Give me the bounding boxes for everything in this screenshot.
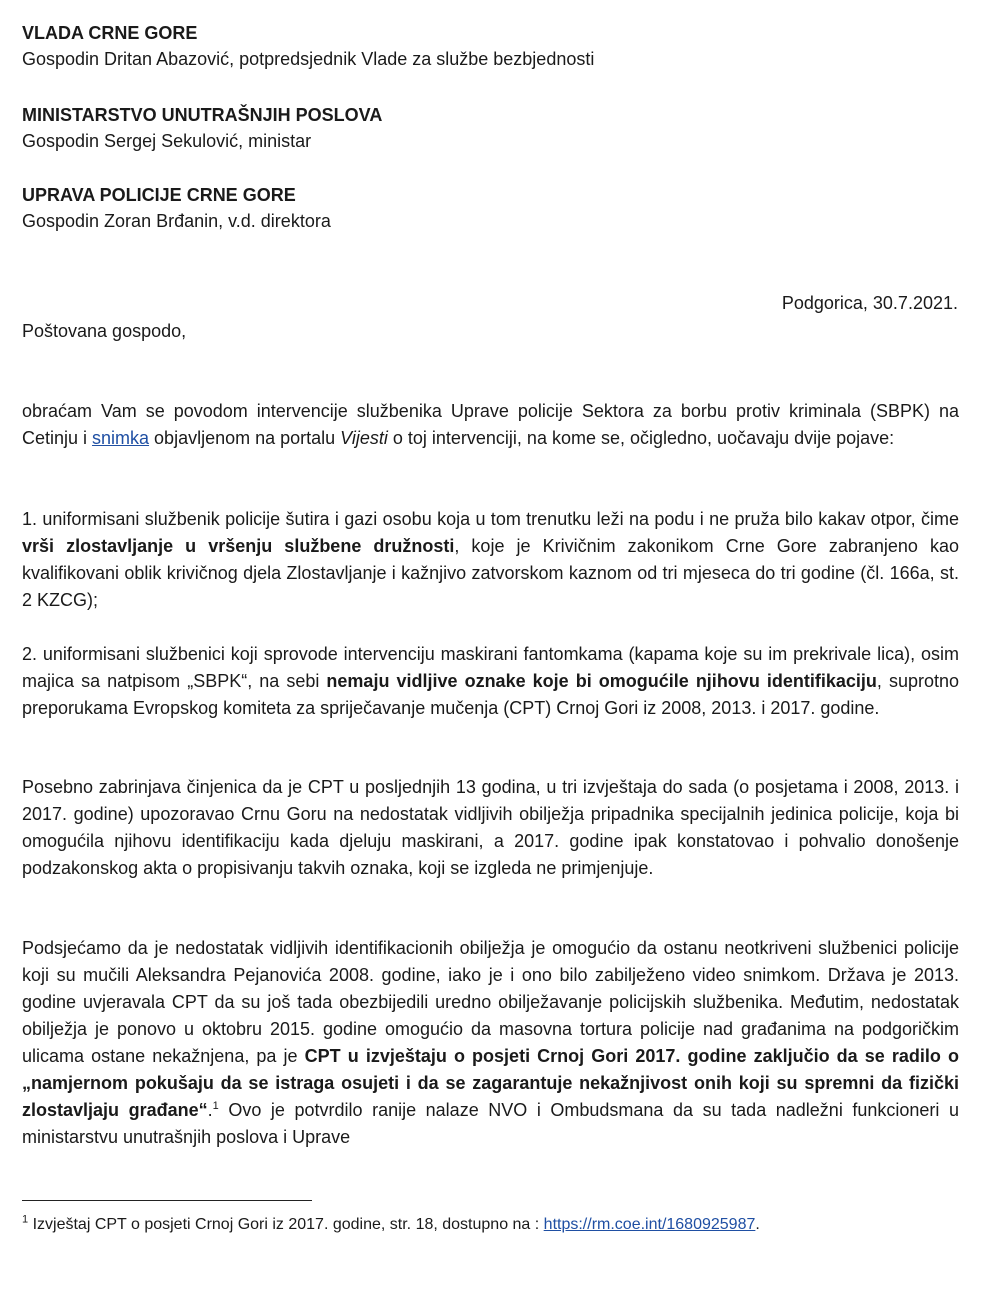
text-run: 1. uniformisani službenik policije šutira i gazi osobu koja u tom trenutku leži na podu i ne pruža bilo kakav otpor, čime xyxy=(22,509,959,529)
paragraph-cpt-concern: Posebno zabrinjava činjenica da je CPT u posljednjih 13 godina, u tri izvještaja do sada (o posjetama i 2008, 2013. i 2017. godine) upozoravao Crnu Goru na nedostatak vidljivih obilježja pripadnika specijalnih jedinica policije, koja bi omogućila njihovu identifikaciju kada djeluju maskirani, a 2017. godine ipak konstatovao i pohvalio donošenje podzakonskog akta o propisivanju takvih oznaka, koji se izgleda ne primjenjuje. xyxy=(22,777,959,878)
recipient-org: VLADA CRNE GORE xyxy=(22,23,198,43)
text-run: obraćam Vam se povodom intervencije službenika Uprave policije Sektora za borbu protiv kriminala (SBPK) na Cetinju i xyxy=(22,401,959,448)
recipient-org: MINISTARSTVO UNUTRAŠNJIH POSLOVA xyxy=(22,105,383,125)
text-run: o toj intervenciji, na kome se, očigledno, uočavaju dvije pojave: xyxy=(387,428,895,448)
recipient-person: Gospodin Zoran Brđanin, v.d. direktora xyxy=(22,211,331,231)
recipient-block-government xyxy=(22,20,594,72)
snimka-link[interactable]: snimka xyxy=(92,428,150,448)
text-run: objavljenom na portalu xyxy=(149,428,341,448)
footnote-ref: 1 xyxy=(212,1100,219,1112)
recipient-block-ministry xyxy=(22,102,382,154)
footnote xyxy=(22,1214,760,1236)
paragraph-history xyxy=(22,935,959,1151)
recipient-org: UPRAVA POLICIJE CRNE GORE xyxy=(22,185,296,205)
paragraph-intro xyxy=(22,398,959,452)
greeting: Poštovana gospodo, xyxy=(22,321,187,341)
paragraph-point-2 xyxy=(22,641,959,722)
text-run: . xyxy=(207,1100,213,1120)
recipient-person: Gospodin Sergej Sekulović, ministar xyxy=(22,131,312,151)
recipient-person: Gospodin Dritan Abazović, potpredsjednik Vlade za službe bezbjednosti xyxy=(22,49,595,69)
text-run: 2. uniformisani službenici koji sprovode intervenciju maskirani fantomkama (kapama koje su im prekrivale lica), osim majica sa natpisom „SBPK“, na sebi xyxy=(22,644,959,691)
footnote-divider xyxy=(22,1200,312,1201)
text-run: , suprotno preporukama Evropskog komiteta za spriječavanje mučenja (CPT) Crnoj Gori iz 2008, 2013. i 2017. godine. xyxy=(22,671,959,718)
recipient-block-police xyxy=(22,182,331,234)
bold-text: nemaju vidljive oznake koje bi omogućile njihovu identifikaciju xyxy=(326,671,877,691)
text-run: Podsjećamo da je nedostatak vidljivih identifikacionih obilježja je omogućio da ostanu neotkriveni službenici policije koji su mučili Aleksandra Pejanovića 2008. godine, iako je i ono bilo zabilježeno video snimkom. Država je 2013. godine uvjeravala CPT da su još tada obezbijedili uredno obilježavanje policijskih službenika. Međutim, nedostatak obilježja je ponovo u oktobru 2015. godine omogućio da masovna tortura policije nad građanima na podgoričkim ulicama ostane nekažnjena, pa je xyxy=(22,938,959,1066)
letter-date: Podgorica, 30.7.2021. xyxy=(781,293,958,313)
text-run: Ovo je potvrdilo ranije nalaze NVO i Ombudsmana da su tada nadležni funkcioneri u ministarstvu unutrašnjih poslova i Uprave xyxy=(22,1100,959,1147)
footnote-number: 1 xyxy=(22,1213,29,1226)
bold-text: vrši zlostavljanje u vršenju službene družnosti xyxy=(22,536,455,556)
footnote-text: Izvještaj CPT o posjeti Crnoj Gori iz 2017. godine, str. 18, dostupno na : xyxy=(28,1216,544,1233)
paragraph-point-1 xyxy=(22,506,959,614)
bold-text: CPT u izvještaju o posjeti Crnoj Gori 2017. godine zaključio da se radilo o „namjernom pokušaju da se istraga osujeti i da se zagarantuje nekažnjivost onih koji su spremni da fizički zlostavljaju građane“ xyxy=(22,1046,959,1120)
footnote-link[interactable]: https://rm.coe.int/1680925987 xyxy=(543,1216,756,1233)
footnote-end: . xyxy=(755,1216,760,1233)
portal-name: Vijesti xyxy=(340,428,388,448)
text-run: , koje je Krivičnim zakonikom Crne Gore zabranjeno kao kvalifikovani oblik krivičnog djela Zlostavljanje i kažnjivo zatvorskom kaznom od tri mjeseca do tri godine (čl. 166a, st. 2 KZCG); xyxy=(22,536,959,610)
